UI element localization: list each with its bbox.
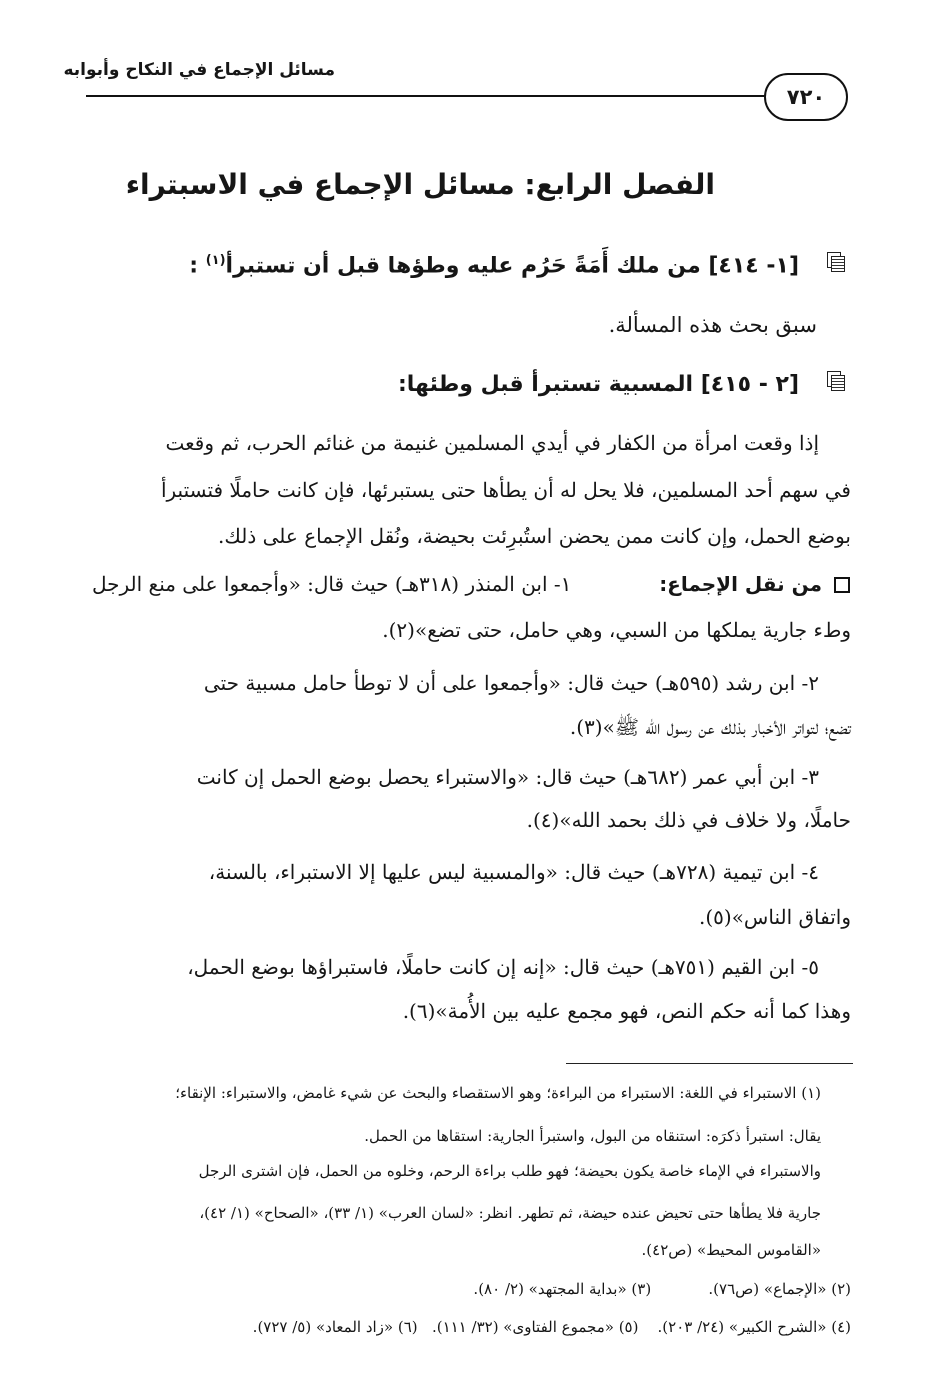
footnote-ref: (١) xyxy=(205,253,226,268)
header-rule xyxy=(86,95,771,97)
consensus-line: وطء جارية يملكها من السبي، وهي حامل، حتى تضع»(٢). xyxy=(382,618,851,642)
issue-heading-colon: : xyxy=(189,253,199,279)
consensus-line: تضع؛ لتواتر الأخبار بذلك عن رسول الله ﷺ»(٣). xyxy=(569,715,851,739)
issue-heading xyxy=(189,253,799,278)
page-number: ٧٢٠ xyxy=(786,85,826,109)
consensus-line: ٣- ابن أبي عمر (٦٨٢هـ) حيث قال: «والاستبراء يحصل بوضع الحمل إن كانت xyxy=(196,765,819,789)
issue-heading-text: [١- ٤١٤] من ملك أَمَةً حَرُم عليه وطؤها قبل أن تستبرأ xyxy=(225,253,799,279)
paragraph-line: إذا وقعت امرأة من الكفار في أيدي المسلمين غنيمة من غنائم الحرب، ثم وقعت xyxy=(165,431,819,455)
footnote-line: يقال: استبرأ ذكرَه: استنقاه من البول، واستبرأ الجارية: استقاها من الحمل. xyxy=(364,1127,821,1145)
issue-heading-icon xyxy=(827,252,845,270)
running-title: مسائل الإجماع في النكاح وأبوابه xyxy=(63,60,335,80)
consensus-line: حاملًا، ولا خلاف في ذلك بحمد الله»(٤). xyxy=(526,808,851,832)
consensus-line: وهذا كما أنه حكم النص، فهو مجمع عليه بين الأُمة»(٦). xyxy=(402,999,851,1023)
footnote-line: (٤) «الشرح الكبير» (٢٤/ ٢٠٣). (٥) «مجموع الفتاوى» (٣٢/ ١١١). (٦) «زاد المعاد» (٥/ ٧٢٧). xyxy=(252,1318,851,1336)
consensus-square-icon xyxy=(834,577,850,593)
footnote-separator xyxy=(566,1063,853,1064)
page-number-badge xyxy=(764,73,848,121)
footnote-line: (١) الاستبراء في اللغة: الاستبراء من البراءة؛ وهو الاستقصاء والبحث عن شيء غامض، والاستبراء: الإنقاء؛ xyxy=(175,1084,821,1102)
paragraph-line: بوضع الحمل، وإن كانت ممن يحضن استُبرِئت بحيضة، ونُقل الإجماع على ذلك. xyxy=(218,524,851,548)
chapter-title: الفصل الرابع: مسائل الإجماع في الاسبتراء xyxy=(125,168,715,201)
footnote-line: (٢) «الإجماع» (ص٧٦). (٣) «بداية المجتهد» (٢/ ٨٠). xyxy=(473,1280,851,1298)
footnote-line: والاستبراء في الإماء خاصة يكون بحيضة؛ فهو طلب براءة الرحم، وخلوه من الحمل، فإن اشترى الرجل xyxy=(198,1162,821,1180)
paragraph-line: في سهم أحد المسلمين، فلا يحل له أن يطأها حتى يستبرئها، فإن كانت حاملًا فتستبرأ xyxy=(160,478,851,502)
consensus-line: واتفاق الناس»(٥). xyxy=(698,905,851,929)
consensus-line: ١- ابن المنذر (٣١٨هـ) حيث قال: «وأجمعوا على منع الرجل xyxy=(92,572,572,596)
footnote-line: «القاموس المحيط» (ص٤٢). xyxy=(641,1241,821,1259)
consensus-line: ٢- ابن رشد (٥٩٥هـ) حيث قال: «وأجمعوا على أن لا توطأ حامل مسبية حتى xyxy=(203,671,819,695)
issue-heading-icon xyxy=(827,371,845,389)
consensus-label: من نقل الإجماع: xyxy=(659,572,822,596)
issue-body: سبق بحث هذه المسألة. xyxy=(608,313,817,337)
issue-heading: [٢ - ٤١٥] المسبية تستبرأ قبل وطئها: xyxy=(398,372,799,397)
consensus-line: ٥- ابن القيم (٧٥١هـ) حيث قال: «إنه إن كانت حاملًا، فاستبراؤها بوضع الحمل، xyxy=(187,955,819,979)
footnote-line: جارية فلا يطأها حتى تحيض عنده حيضة، ثم تطهر. انظر: «لسان العرب» (١/ ٣٣)، «الصحاح» (١/ ٤٢)، xyxy=(199,1204,821,1222)
consensus-line: ٤- ابن تيمية (٧٢٨هـ) حيث قال: «والمسبية ليس عليها إلا الاستبراء، بالسنة، xyxy=(208,860,819,884)
